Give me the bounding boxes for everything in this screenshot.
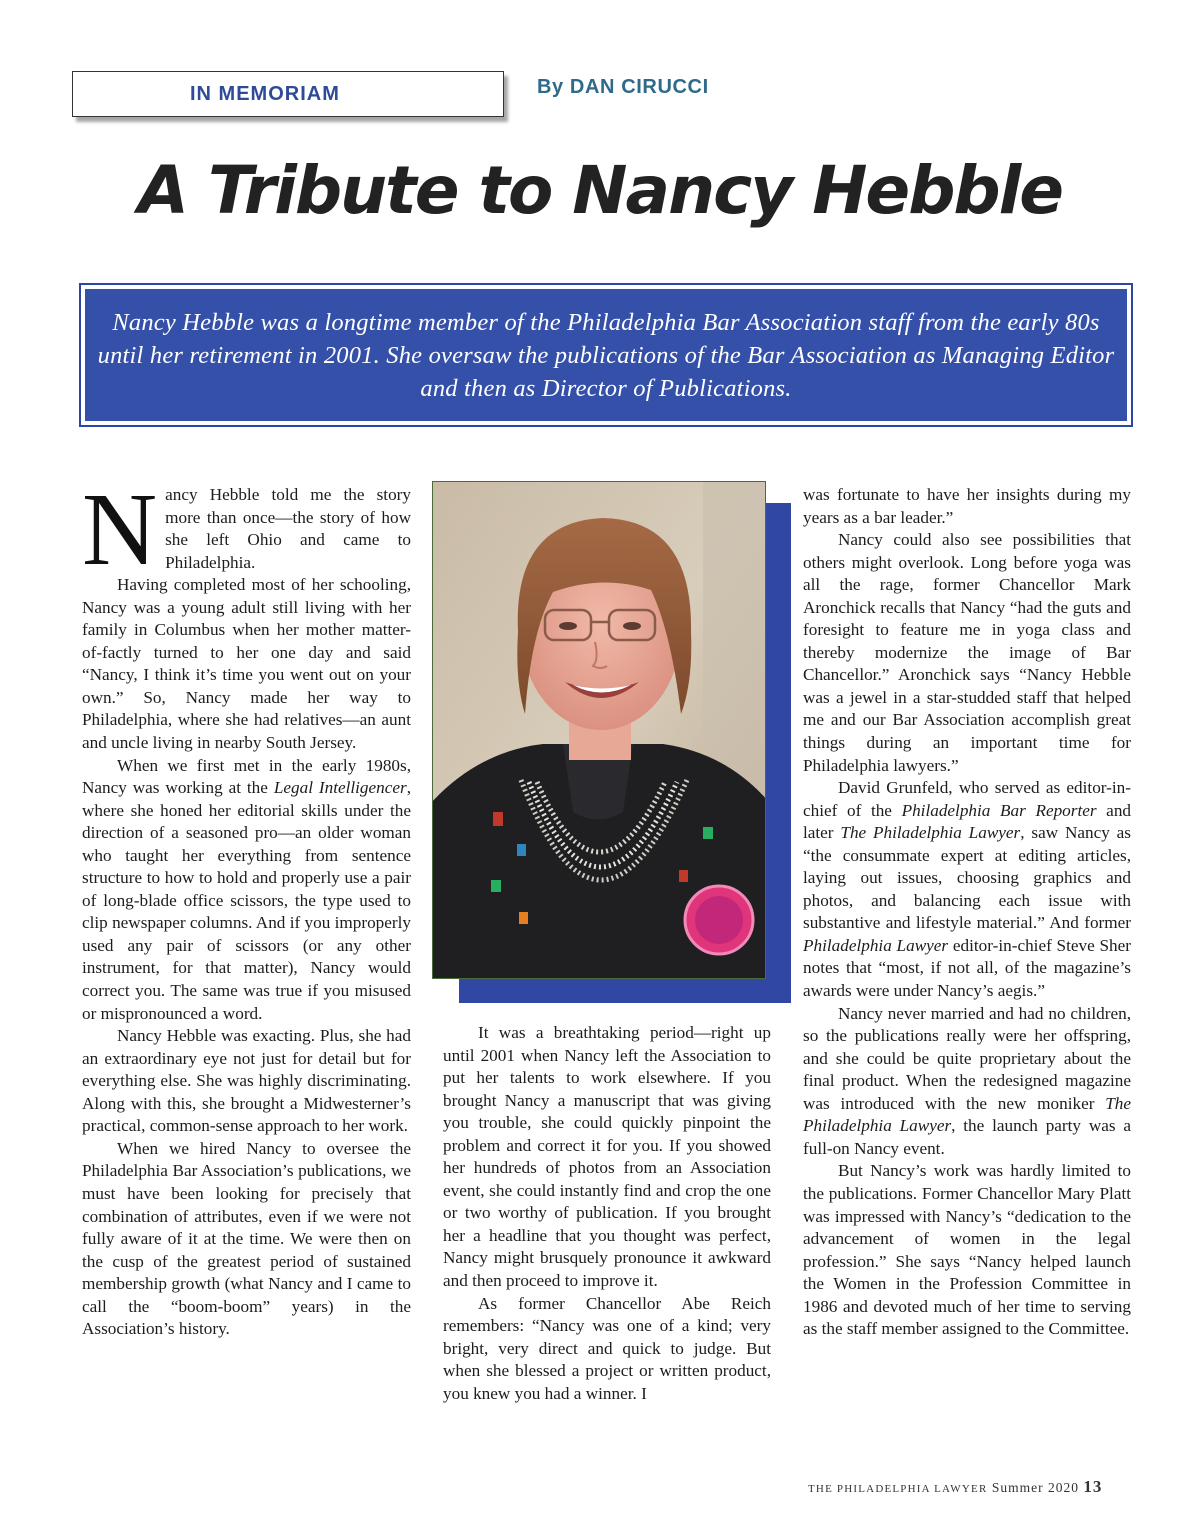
section-label-box <box>72 71 504 117</box>
article-title: A Tribute to Nancy Hebble <box>137 152 1063 229</box>
paragraph: David Grunfeld, who served as editor-in-chief of the Philadelphia Bar Reporter and later The Philadelphia Lawyer, saw Nancy as “the consummate expert at editing articles, laying out issues, choosing graphics and photos, and balancing each issue with substantive and lifestyle material.” And former Philadelphia Lawyer editor-in-chief Steve Sher notes that “most, if not all, of the magazine’s awards were under Nancy’s aegis.” <box>803 778 1132 1001</box>
article-deck: Nancy Hebble was a longtime member of the Philadelphia Bar Association staff from the early 80s until her retirement in 2001. She oversaw the publications of the Bar Association as Managing Editor and then as Director of Publications. <box>85 289 1127 421</box>
paragraph: was fortunate to have her insights during my years as a bar leader.” <box>803 485 1131 527</box>
paragraph: Nancy could also see possibilities that others might overlook. Long before yoga was all the rage, former Chancellor Mark Aronchick recalls that Nancy “had the guts and foresight to feature me in yoga class and thereby modernize the image of Bar Chancellor.” Aronchick says “Nancy Hebble was a jewel in a star-studded staff that helped me and our Bar Association accomplish great things during an important time for Philadelphia lawyers.” <box>803 530 1131 775</box>
portrait-illustration <box>433 482 766 979</box>
paragraph: It was a breathtaking period—right up until 2001 when Nancy left the Association to put her talents to work elsewhere. If you brought Nancy a manuscript that was giving you trouble, she could quickly pinpoint the problem and correct it for you. If you showed her hundreds of photos from an Association event, she could instantly find and crop the one or two worthy of publication. If you brought her a headline that you thought was perfect, Nancy might brusquely pronounce it awkward and then proceed to improve it. <box>443 1023 771 1291</box>
section-label: IN MEMORIAM <box>190 82 340 105</box>
paragraph: Nancy never married and had no children, so the publications really were her offspring, and she could be quite proprietary about the final product. When the redesigned magazine was introduced with the new moniker The Philadelphia Lawyer, the launch party was a full-on Nancy event. <box>803 1003 1131 1158</box>
page-footer <box>808 1477 1102 1497</box>
article-column-2 <box>443 1022 771 1405</box>
paragraph: ancy Hebble told me the story more than once—the story of how she left Ohio and came to Philadelphia. <box>165 485 411 572</box>
paragraph: Having completed most of her schooling, Nancy was a young adult still living with her family in Columbus when her mother matter-of-factly turned to her one day and said “Nancy, I think it’s time you went out on your own.” So, Nancy made her way to Philadelphia, where she had relatives—an aunt and uncle living in nearby South Jersey. <box>82 575 411 753</box>
paragraph: Nancy Hebble was exacting. Plus, she had an extraordinary eye not just for detail but for everything else. She was highly discriminating. Along with this, she brought a Midwesterner’s practical, common-sense approach to her work. <box>82 1026 411 1136</box>
portrait-photo <box>432 481 766 979</box>
paragraph: When we first met in the early 1980s, Nancy was working at the Legal Intelligencer, where she honed her editorial skills under the direction of a seasoned pro—an older woman who taught her everything from sentence structure to how to hold and properly use a pair of long-blade office scissors, the type used to clip newspaper columns. And if you improperly used any pair of scissors (or any other instrument, for that matter), Nancy would correct you. The same was true if you misused or mispronounced a word. <box>82 755 411 1023</box>
paragraph: As former Chancellor Abe Reich remembers: “Nancy was one of a kind; very bright, very direct and quick to judge. But when she blessed a project or written product, you knew you had a winner. I <box>443 1293 771 1403</box>
byline: By DAN CIRUCCI <box>537 76 709 98</box>
issue-date: Summer 2020 <box>991 1480 1079 1495</box>
drop-cap: N <box>82 472 158 587</box>
article-column-3 <box>803 484 1131 1341</box>
paragraph: But Nancy’s work was hardly limited to the publications. Former Chancellor Mary Platt was impressed with Nancy’s “dedication to the advancement of women in the legal profession.” She says “Nancy helped launch the Women in the Profession Committee in 1986 and devoted much of her time to serving as the staff member assigned to the Committee. <box>803 1161 1131 1339</box>
paragraph: When we hired Nancy to oversee the Philadelphia Bar Association’s publications, we must have been looking for precisely that combination of attributes, even if we were not fully aware of it at the time. We were then on the cusp of the greatest period of sustained membership growth (what Nancy and I came to call the “boom-boom” years) in the Association’s history. <box>82 1138 411 1339</box>
publication-name: THE PHILADELPHIA LAWYER <box>808 1483 988 1495</box>
article-column-1 <box>82 472 411 1341</box>
page-number: 13 <box>1083 1477 1103 1496</box>
